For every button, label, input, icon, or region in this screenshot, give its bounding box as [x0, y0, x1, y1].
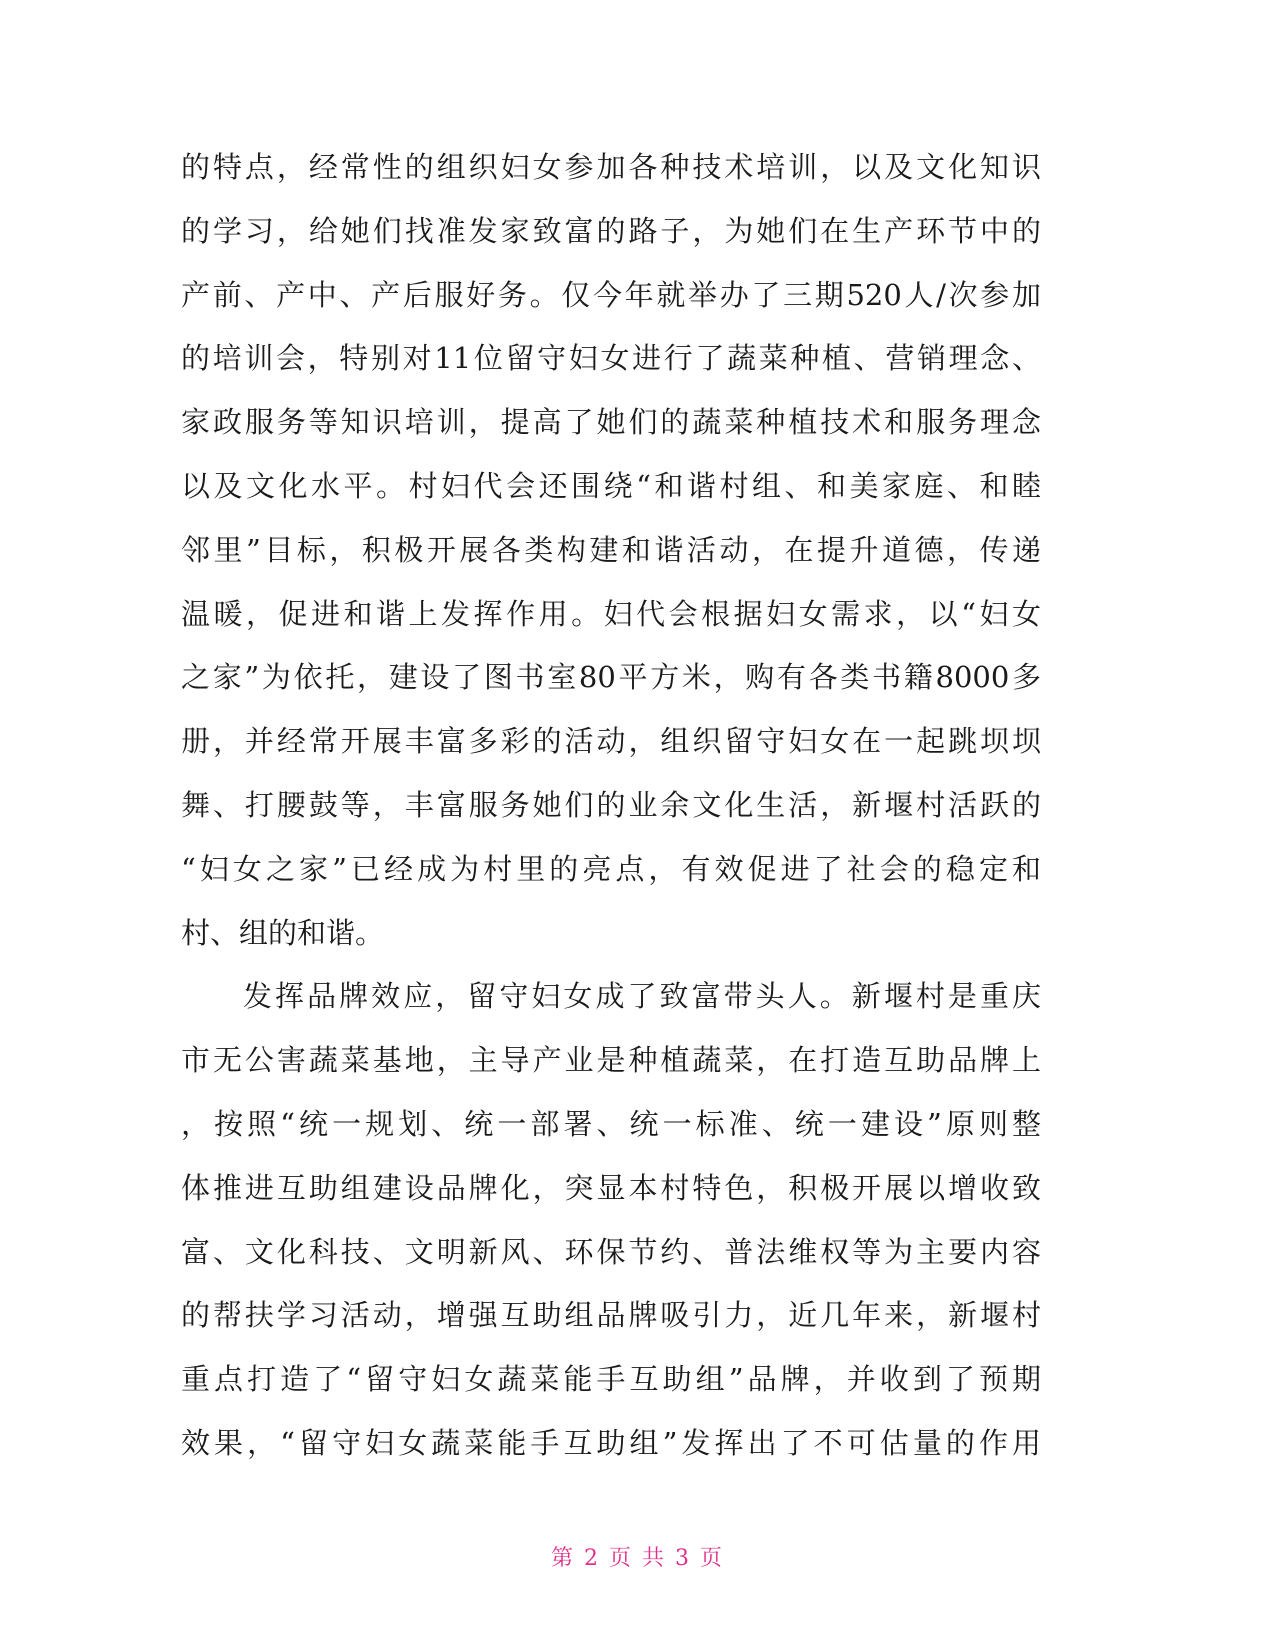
- text-line: 重点打造了“留守妇女蔬菜能手互助组”品牌，并收到了预期: [181, 1362, 1041, 1397]
- text-line: 效果，“留守妇女蔬菜能手互助组”发挥出了不可估量的作用: [181, 1425, 1041, 1460]
- text-line: 温暖，促进和谐上发挥作用。妇代会根据妇女需求，以“妇女: [181, 596, 1041, 631]
- text-line: 之家”为依托，建设了图书室80平方米，购有各类书籍8000多: [181, 660, 1041, 695]
- text-line: 的帮扶学习活动，增强互助组品牌吸引力，近几年来，新堰村: [181, 1298, 1041, 1333]
- text-line: 体推进互助组建设品牌化，突显本村特色，积极开展以增收致: [181, 1170, 1041, 1205]
- paragraph-first-line: 发挥品牌效应，留守妇女成了致富带头人。新堰村是重庆: [243, 979, 1041, 1014]
- text-line: 产前、产中、产后服好务。仅今年就举办了三期520人/次参加: [181, 277, 1041, 312]
- text-line: 舞、打腰鼓等，丰富服务她们的业余文化生活，新堰村活跃的: [181, 787, 1041, 822]
- text-line: “妇女之家”已经成为村里的亮点，有效促进了社会的稳定和: [181, 851, 1041, 886]
- text-line: 以及文化水平。村妇代会还围绕“和谐村组、和美家庭、和睦: [181, 468, 1041, 503]
- page-number-footer: 第 2 页 共 3 页: [551, 1546, 724, 1571]
- text-line: ，按照“统一规划、统一部署、统一标准、统一建设”原则整: [181, 1106, 1041, 1141]
- text-line: 的学习，给她们找准发家致富的路子，为她们在生产环节中的: [181, 213, 1041, 248]
- text-line: 的培训会，特别对11位留守妇女进行了蔬菜种植、营销理念、: [181, 341, 1041, 376]
- text-line: 的特点，经常性的组织妇女参加各种技术培训，以及文化知识: [181, 150, 1041, 184]
- text-line: 家政服务等知识培训，提高了她们的蔬菜种植技术和服务理念: [181, 405, 1041, 440]
- body-text: [181, 136, 1041, 1476]
- text-line: 市无公害蔬菜基地，主导产业是种植蔬菜，在打造互助品牌上: [181, 1043, 1041, 1078]
- text-line: 册，并经常开展丰富多彩的活动，组织留守妇女在一起跳坝坝: [181, 724, 1041, 759]
- text-line: 富、文化科技、文明新风、环保节约、普法维权等为主要内容: [181, 1234, 1041, 1269]
- text-line: 邻里”目标，积极开展各类构建和谐活动，在提升道德，传递: [181, 532, 1041, 567]
- text-line: 村、组的和谐。: [181, 915, 385, 950]
